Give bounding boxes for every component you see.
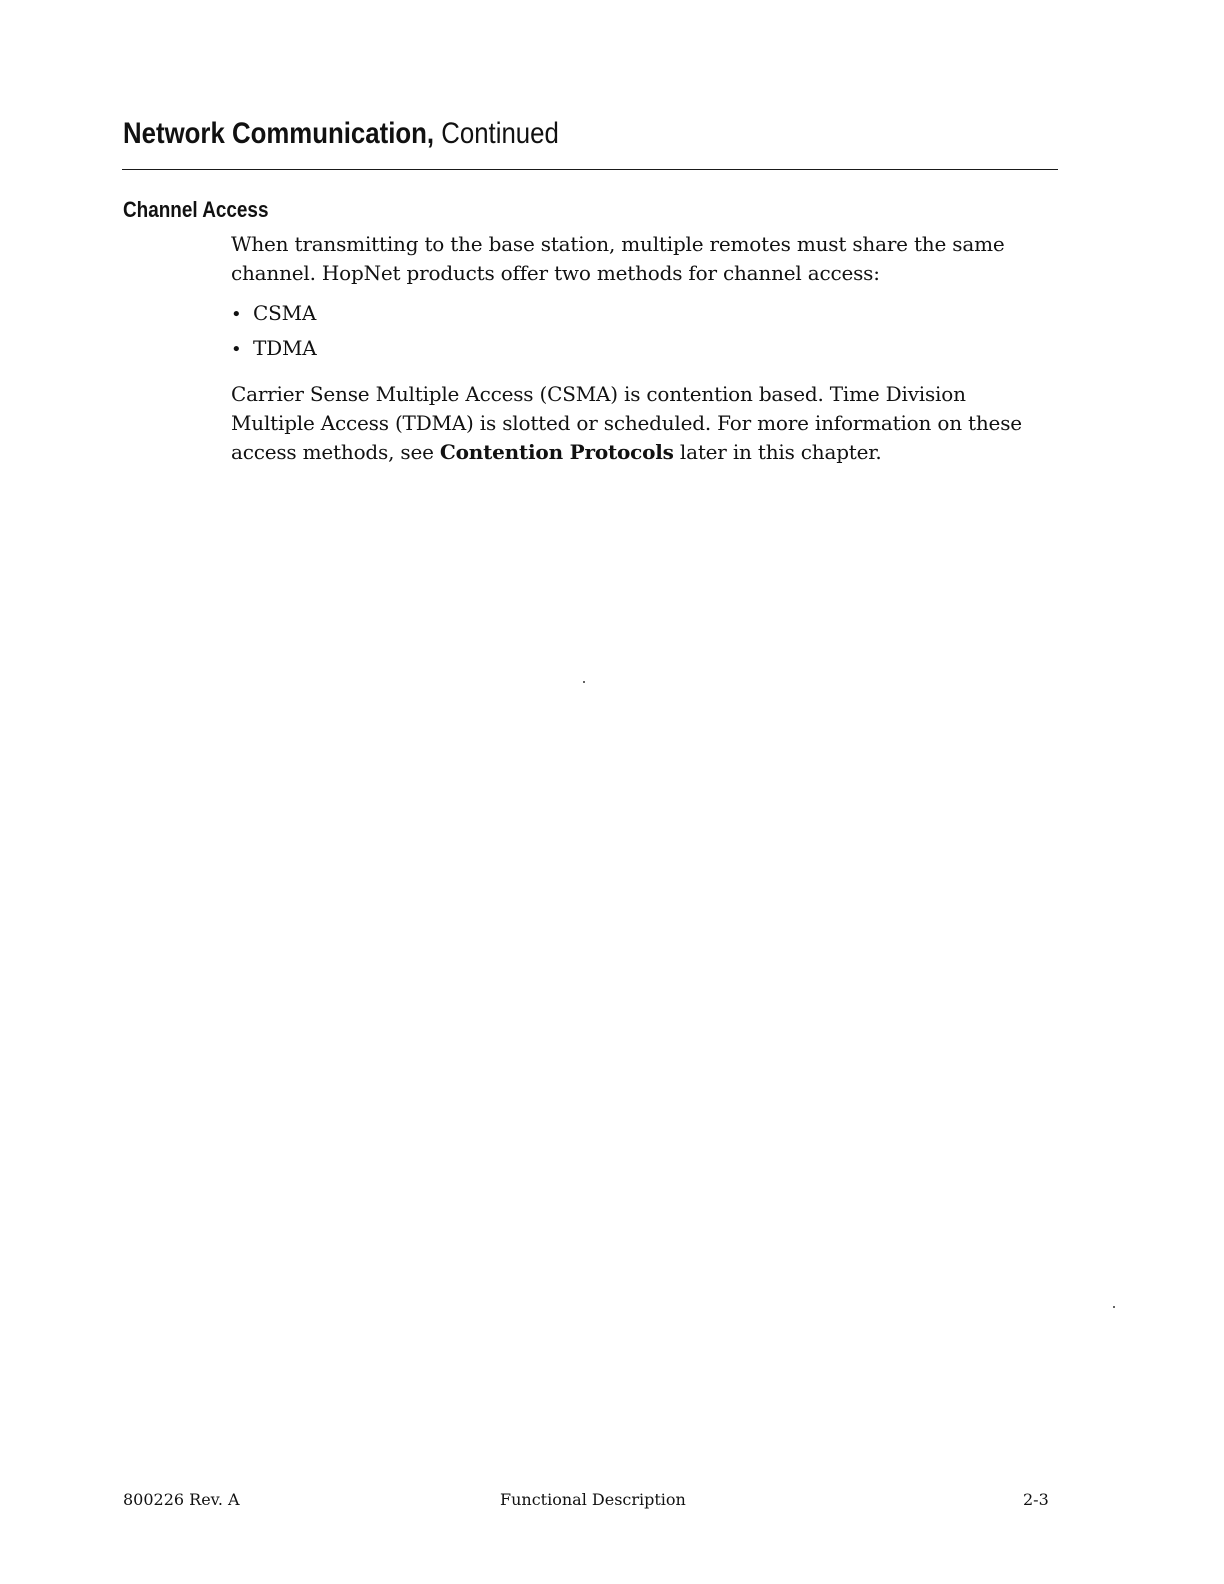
list-item-label: TDMA: [253, 336, 317, 360]
bullet-icon: •: [231, 304, 242, 325]
cross-reference: Contention Protocols: [439, 440, 674, 464]
section-body: [231, 230, 1051, 467]
list-item: [231, 331, 1051, 366]
page-title: [123, 112, 559, 156]
detail-paragraph: [231, 380, 1051, 467]
page-title-continued: Continued: [434, 117, 559, 150]
scan-speck: [583, 681, 585, 683]
intro-paragraph: When transmitting to the base station, multiple remotes must share the same channel. HopNet products offer two methods for channel access:: [231, 232, 1005, 285]
title-divider: [122, 169, 1058, 170]
page-title-main: Network Communication,: [123, 117, 435, 150]
list-item-label: CSMA: [253, 301, 317, 325]
detail-text: Carrier Sense Multiple Access (CSMA) is contention based. Time Division Multiple Access (TDMA) is slotted or scheduled. For more information on these access methods, see: [231, 382, 1022, 464]
bullet-icon: •: [231, 339, 242, 360]
footer-chapter: Functional Description: [500, 1490, 686, 1509]
scan-speck: [1113, 1306, 1115, 1308]
section-heading: Channel Access: [123, 197, 269, 222]
detail-text-end: later in this chapter.: [673, 440, 882, 464]
footer-doc-number: 800226 Rev. A: [123, 1490, 240, 1509]
list-item: [231, 296, 1051, 331]
footer-page-number: 2-3: [1023, 1490, 1049, 1509]
access-method-list: [231, 296, 1051, 366]
